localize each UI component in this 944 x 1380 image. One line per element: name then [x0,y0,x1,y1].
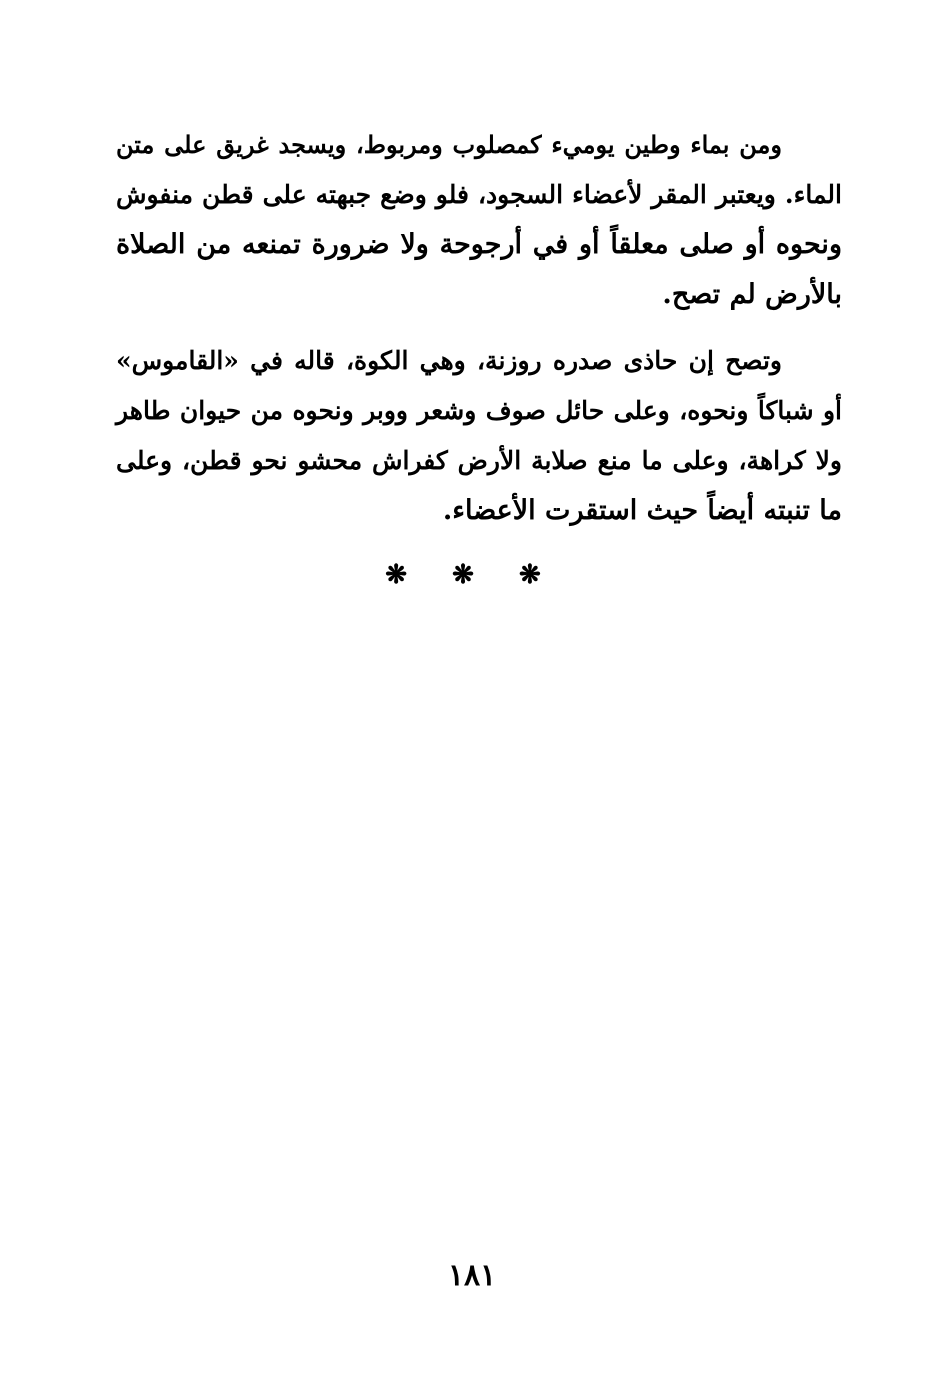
text-line: ولا كراهة، وعلى ما منع صلابة الأرض كفراش محشو نحو قطن، وعلى [116,446,842,475]
text-line: ومن بماء وطين يوميء كمصلوب ومربوط، ويسجد غريق على متن [116,130,782,159]
text-line: ونحوه أو صلى معلقاً أو في أرجوحة ولا ضرورة تمنعه من الصلاة [116,229,842,260]
paragraph [116,120,842,320]
text-line: الماء. ويعتبر المقر لأعضاء السجود، فلو وضع جبهته على قطن منفوش [116,180,842,209]
text-line: بالأرض لم تصح. [662,279,842,310]
text-line: وتصح إن حاذى صدره روزنة، وهي الكوة، قاله في «القاموس» [116,346,782,375]
paragraph-gap [116,320,842,336]
paragraph [116,336,842,536]
text-line: ما تنبته أيضاً حيث استقرت الأعضاء. [442,495,842,526]
page-number: ١٨١ [447,1258,497,1293]
section-separator: ❋ ❋ ❋ [385,560,559,590]
text-line: أو شباكاً ونحوه، وعلى حائل صوف وشعر ووبر ونحوه من حيوان طاهر [116,396,842,425]
body-text [116,120,842,536]
